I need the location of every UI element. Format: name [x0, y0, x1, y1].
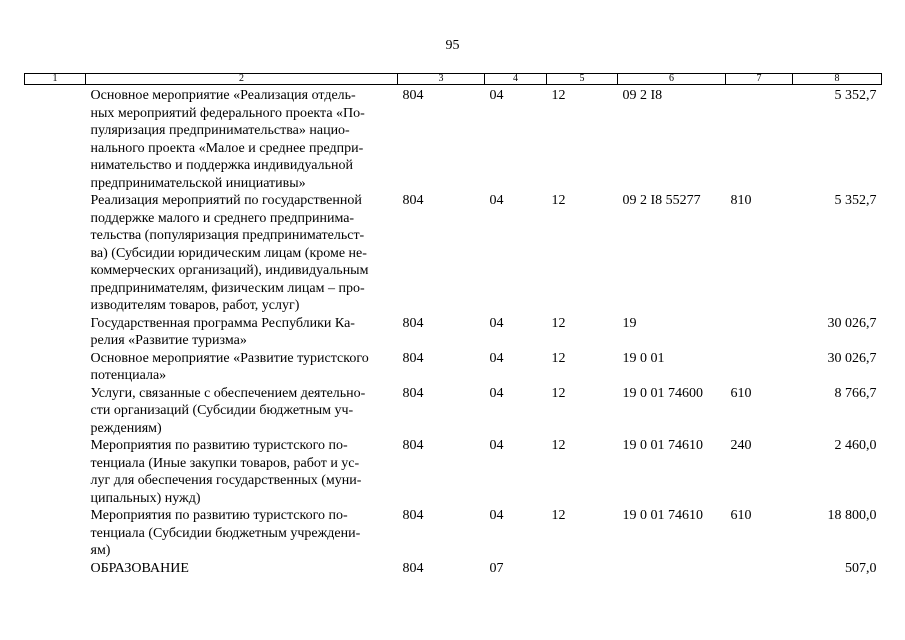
row-amount-cell: 2 460,0 — [834, 438, 877, 453]
row-target-article-cell: 19 0 01 74610 — [622, 438, 703, 453]
row-subsection-cell: 12 — [551, 508, 566, 523]
row-expense-type-cell: 810 — [730, 193, 752, 208]
row-grbs-cell: 804 — [402, 88, 424, 103]
row-name-cell: Услуги, связанные с обеспечением деятельно- сти организаций (Субсидии бюджетным уч- реждениям) — [90, 385, 366, 436]
table-row — [25, 507, 882, 560]
row-target-article-cell — [618, 560, 726, 578]
row-amount-cell: 30 026,7 — [827, 315, 877, 331]
column-header-5: 5 — [547, 74, 618, 85]
row-expense-type-cell — [726, 85, 793, 193]
row-subsection-cell — [547, 560, 618, 578]
row-section-cell: 04 — [489, 508, 504, 523]
row-grbs-cell: 804 — [402, 315, 424, 331]
row-target-article-cell: 19 0 01 — [622, 350, 665, 366]
row-expense-type-cell: 610 — [730, 385, 752, 401]
table-row — [25, 560, 882, 578]
row-section-cell: 04 — [489, 438, 504, 453]
row-amount-cell: 5 352,7 — [834, 88, 877, 103]
row-target-article-cell: 19 0 01 74610 — [622, 508, 703, 523]
row-name-cell: Мероприятия по развитию туристского по- тенциала (Иные закупки товаров, работ и ус- луг для обеспечения государственных (муни- ципальных) нужд) — [90, 438, 362, 506]
table-row — [25, 192, 882, 315]
row-amount-cell: 8 766,7 — [834, 385, 877, 401]
column-number-row — [25, 74, 882, 85]
row-section-cell: 04 — [489, 193, 504, 208]
table-header — [25, 74, 882, 85]
table-row — [25, 85, 882, 193]
row-number-cell — [25, 350, 86, 385]
row-subsection-cell: 12 — [551, 315, 566, 331]
row-amount-cell: 507,0 — [845, 560, 877, 576]
row-subsection-cell: 12 — [551, 350, 566, 366]
row-subsection-cell: 12 — [551, 88, 566, 103]
row-amount-cell: 30 026,7 — [827, 350, 877, 366]
row-expense-type-cell: 240 — [730, 438, 752, 453]
row-section-cell: 04 — [489, 88, 504, 103]
row-grbs-cell: 804 — [402, 438, 424, 453]
budget-table — [24, 73, 882, 577]
row-section-cell: 04 — [489, 315, 504, 331]
table-row — [25, 350, 882, 385]
row-grbs-cell: 804 — [402, 508, 424, 523]
row-target-article-cell: 09 2 I8 — [622, 88, 663, 103]
row-name-cell: Основное мероприятие «Развитие туристского потенциала» — [90, 350, 369, 383]
table-row — [25, 315, 882, 350]
page-number: 95 — [445, 38, 460, 53]
table-row — [25, 437, 882, 507]
row-number-cell — [25, 192, 86, 315]
row-name-cell: ОБРАЗОВАНИЕ — [90, 560, 189, 576]
row-expense-type-cell: 610 — [730, 508, 752, 523]
row-number-cell — [25, 315, 86, 350]
column-header-1: 1 — [25, 74, 86, 85]
row-number-cell — [25, 385, 86, 438]
row-section-cell: 04 — [489, 385, 504, 401]
row-subsection-cell: 12 — [551, 193, 566, 208]
row-name-cell: Мероприятия по развитию туристского по- тенциала (Субсидии бюджетным учреждени- ям) — [90, 508, 361, 558]
column-header-8: 8 — [793, 74, 882, 85]
row-name-cell: Государственная программа Республики Ка- релия «Развитие туризма» — [90, 315, 355, 348]
row-number-cell — [25, 85, 86, 193]
row-target-article-cell: 09 2 I8 55277 — [622, 193, 701, 208]
table-body — [25, 85, 882, 578]
row-subsection-cell: 12 — [551, 385, 566, 401]
column-header-2: 2 — [86, 74, 398, 85]
row-section-cell: 04 — [489, 350, 504, 366]
row-amount-cell: 18 800,0 — [827, 508, 877, 523]
row-expense-type-cell — [726, 560, 793, 578]
row-name-cell: Реализация мероприятий по государственной поддержке малого и среднего предпринима- тельства (популяризация предпринимательст- ва) (Субсидии юридическим лицам (кроме не- коммерческих организаций), индивидуальным предпринимателям, физическим лицам – про- изводителям товаров, работ, услуг) — [90, 193, 369, 313]
row-name-cell: Основное мероприятие «Реализация отдель- ных мероприятий федерального проекта «По- пуляризация предпринимательства» нацио- нального проекта «Малое и среднее предпри- нимательство и поддержка индивидуальной предпринимательской инициативы» — [90, 88, 365, 191]
row-grbs-cell: 804 — [402, 193, 424, 208]
row-grbs-cell: 804 — [402, 560, 424, 576]
row-target-article-cell: 19 0 01 74600 — [622, 385, 703, 401]
row-expense-type-cell — [726, 315, 793, 350]
row-amount-cell: 5 352,7 — [834, 193, 877, 208]
row-expense-type-cell — [726, 350, 793, 385]
table-row — [25, 385, 882, 438]
row-section-cell: 07 — [489, 560, 504, 576]
row-number-cell — [25, 560, 86, 578]
column-header-7: 7 — [726, 74, 793, 85]
row-number-cell — [25, 437, 86, 507]
row-grbs-cell: 804 — [402, 350, 424, 366]
row-number-cell — [25, 507, 86, 560]
column-header-4: 4 — [485, 74, 547, 85]
row-grbs-cell: 804 — [402, 385, 424, 401]
column-header-6: 6 — [618, 74, 726, 85]
row-target-article-cell: 19 — [622, 315, 637, 331]
row-subsection-cell: 12 — [551, 438, 566, 453]
column-header-3: 3 — [398, 74, 485, 85]
